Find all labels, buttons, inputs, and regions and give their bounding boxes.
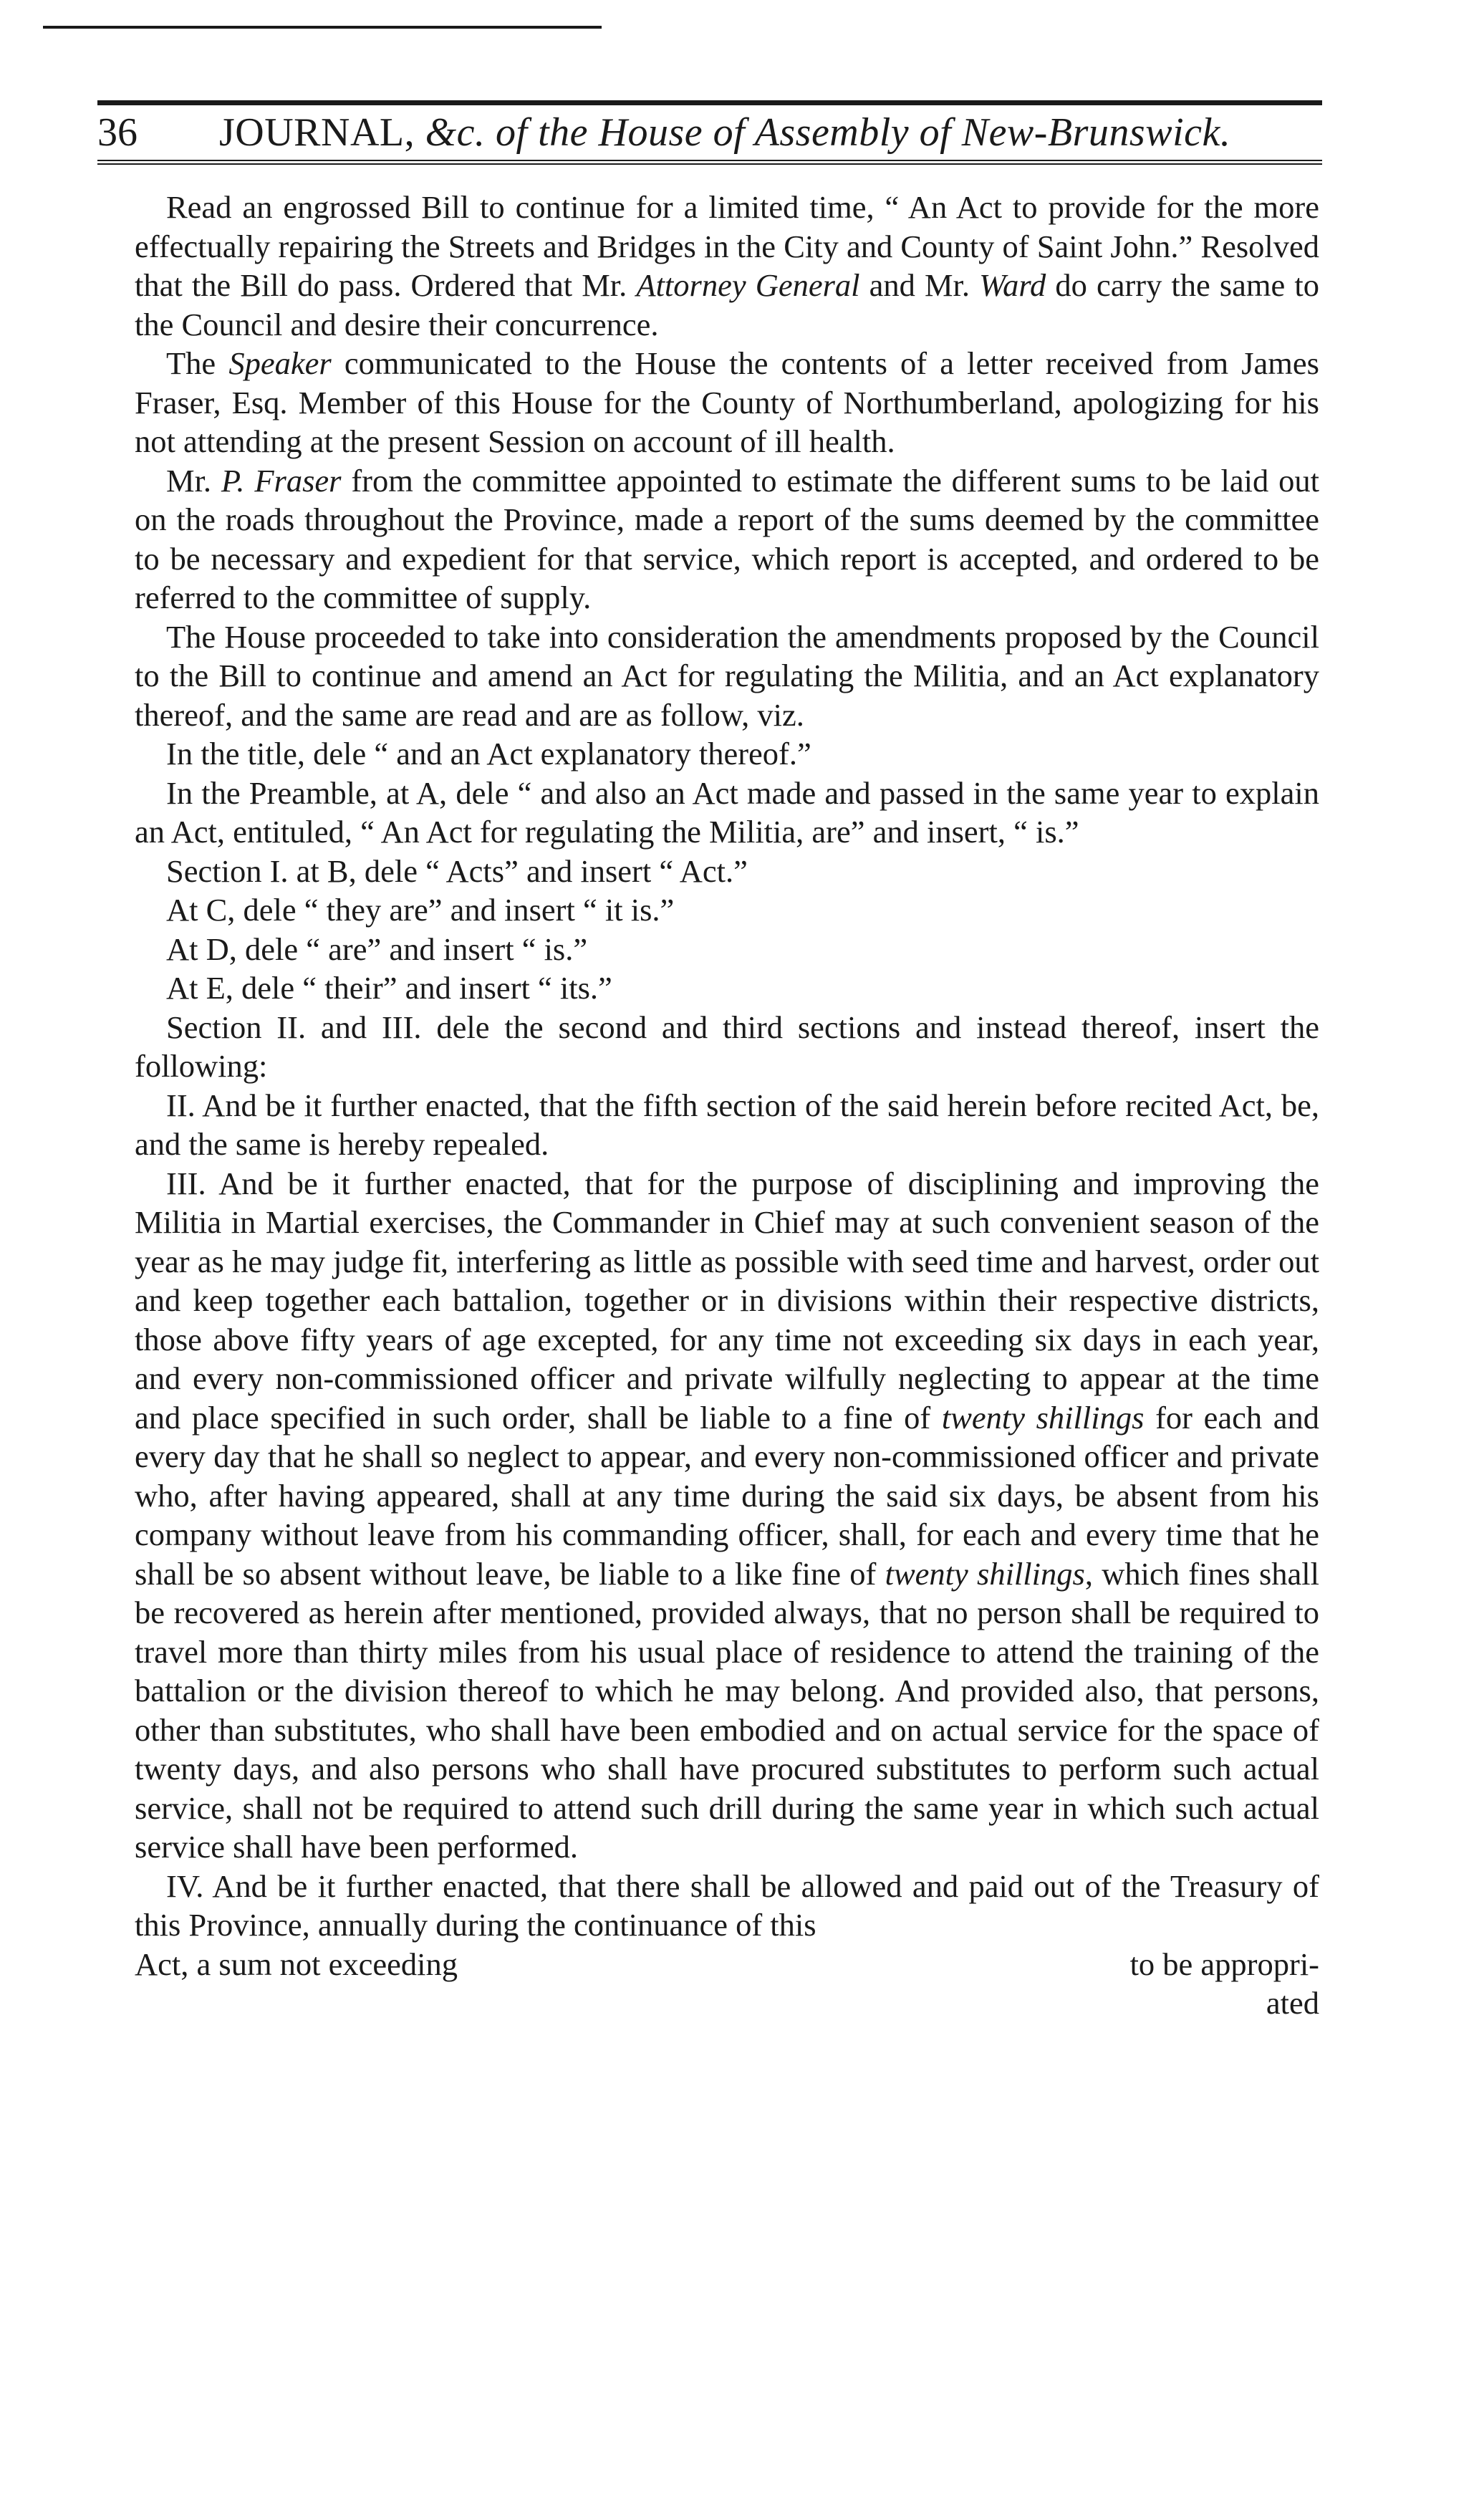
running-head-main: JOURNAL, (219, 110, 415, 155)
paragraph-at-c: At C, dele “ they are” and insert “ it is.” (166, 892, 675, 928)
paragraph-sections-two-three: Section II. and III. dele the second and third sections and instead thereof, insert the following: (135, 1009, 1319, 1084)
paragraph-roads-report: Mr. P. Fraser from the committee appointed to estimate the different sums to be laid out on the roads throughout the Province, made a report of the sums deemed by the committee to be necessary and expedient for that service, which report is accepted, and ordered to be referred to the committee of supply. (135, 462, 1319, 615)
header-rule-top (97, 100, 1322, 105)
paragraph-section-one: Section I. at B, dele “ Acts” and insert “ Act.” (166, 852, 748, 889)
top-rule (43, 26, 602, 29)
paragraph-militia-amendments: The House proceeded to take into consideration the amendments proposed by the Council to the Bill to continue and amend an Act for regulating the Militia, and an Act explanatory thereof, and the same are read and are as follow, viz. (135, 618, 1319, 733)
header-rule-bottom (97, 160, 1322, 165)
paragraph-section-iv: IV. And be it further enacted, that there shall be allowed and paid out of the Treasury of this Province, annually during the continuance of this (135, 1867, 1319, 1943)
running-head-rest: of the House of Assembly of New-Brunswick. (496, 110, 1231, 155)
paragraph-speaker-letter: The Speaker communicated to the House the contents of a letter received from James Fraser, Esq. Member of this House for the County of Northumberland, apologizing for his not attending at the present Session on account of ill health. (135, 345, 1319, 459)
paragraph-section-ii: II. And be it further enacted, that the fifth section of the said herein before recited Act, be, and the same is hereby repealed. (135, 1087, 1319, 1162)
paragraph-at-d: At D, dele “ are” and insert “ is.” (166, 931, 588, 967)
section-iv-left-text: Act, a sum not exceeding (135, 1946, 458, 1982)
paragraph-preamble-amendment: In the Preamble, at A, dele “ and also an Act made and passed in the same year to explain an Act, entituled, “ An Act for regulating the Militia, are” and insert, “ is.” (135, 774, 1319, 850)
page-header (97, 100, 1322, 165)
section-iv-right-text: to be appropri- (1129, 1946, 1319, 1982)
paragraph-at-e: At E, dele “ their” and insert “ its.” (166, 970, 612, 1006)
paragraph-section-iii: III. And be it further enacted, that for the purpose of disciplining and improving the Militia in Martial exercises, the Commander in Chief may at such convenient season of the year as he may judge fit, interfering as little as possible with seed time and harvest, order out and keep together each battalion, together or in divisions within their respective districts, those above fifty years of age excepted, for any time not exceeding six days in each year, and every non-commissioned officer and private wilfully neglecting to appear at the time and place specified in such order, shall be liable to a fine of twenty shillings for each and every day that he shall so neglect to appear, and every non-commissioned officer and private who, after having appeared, shall at any time during the said six days, be absent from his company without leave from his commanding officer, shall, for each and every time that he shall be so absent without leave, be liable to a like fine of twenty shillings, which fines shall be recovered as herein after mentioned, provided always, that no person shall be required to travel more than thirty miles from his usual place of residence to attend the training of the battalion or the division thereof to which he may belong. And provided also, that persons, other than substitutes, who shall have been embodied and on actual service for the space of twenty days, and also persons who shall have procured substitutes to perform such actual service, shall not be required to attend such drill during the same year in which such actual service shall have been performed. (135, 1165, 1319, 1865)
running-head-etc: &c. (425, 110, 486, 155)
paragraph-title-amendment: In the title, dele “ and an Act explanatory thereof.” (166, 736, 811, 771)
running-head (219, 107, 1230, 158)
page-number: 36 (97, 110, 138, 155)
section-iv-last-line (135, 1945, 1319, 1984)
paragraph-engrossed-bill: Read an engrossed Bill to continue for a limited time, “ An Act to provide for the more effectually repairing the Streets and Bridges in the City and County of Saint John.” Resolved that the Bill do pass. Ordered that Mr. Attorney General and Mr. Ward do carry the same to the Council and desire their concurrence. (135, 189, 1319, 342)
journal-body (135, 188, 1319, 2023)
catchword: ated (1266, 1985, 1319, 2021)
